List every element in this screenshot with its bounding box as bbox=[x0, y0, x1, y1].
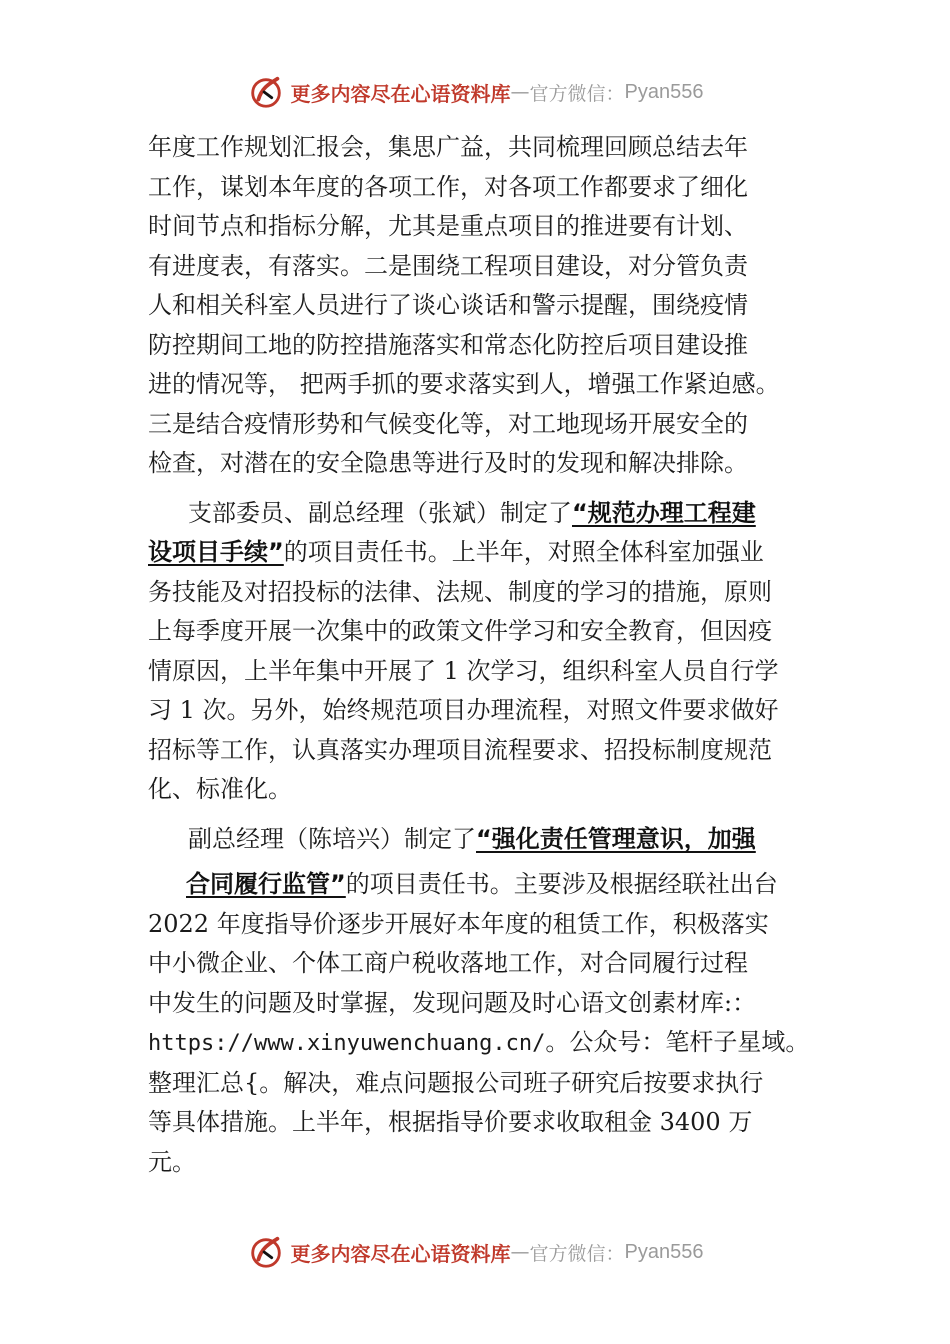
text-line: 化、标准化。 bbox=[148, 775, 292, 803]
paragraph-2 bbox=[148, 494, 828, 810]
text-line: 元。 bbox=[148, 1147, 196, 1176]
document-body bbox=[148, 128, 828, 1182]
page-footer bbox=[0, 1232, 950, 1272]
text-line: 年度工作规划汇报会，集思广益，共同梳理回顾总结去年 bbox=[148, 133, 748, 161]
text-line: 时间节点和指标分解，尤其是重点项目的推进要有计划、 bbox=[148, 212, 748, 240]
highlight-title: “规范办理工程建 bbox=[572, 498, 756, 527]
logo-icon bbox=[247, 73, 285, 111]
footer-dash: — bbox=[510, 1241, 530, 1263]
text-line: 进的情况等， 把两手抓的要求落实到人，增强工作紧迫感。 bbox=[148, 370, 780, 398]
text-span: 副总经理（陈培兴）制定了 bbox=[188, 824, 476, 853]
text-line: 招标等工作，认真落实办理项目流程要求、招投标制度规范 bbox=[148, 735, 772, 764]
text-line: 防控期间工地的防控措施落实和常态化防控后项目建设推 bbox=[148, 330, 748, 359]
text-span: 。公众号：笔杆子星域。 bbox=[545, 1028, 810, 1056]
text-span: 支部委员、副总经理（张斌）制定了 bbox=[188, 498, 572, 527]
footer-title: 更多内容尽在心语资料库 bbox=[290, 1241, 511, 1266]
text-line bbox=[148, 533, 828, 573]
text-line: 等具体措施。上半年，根据指导价要求收取租金 3400 万 bbox=[148, 1108, 753, 1136]
text-line: 务技能及对招投标的法律、法规、制度的学习的措施，原则 bbox=[148, 577, 772, 606]
text-line bbox=[148, 865, 828, 905]
text-line: 习 1 次。另外，始终规范项目办理流程，对照文件要求做好 bbox=[148, 696, 779, 724]
paragraph-1 bbox=[148, 128, 828, 484]
header-wechat-label: 官方微信： bbox=[529, 82, 625, 105]
footer-wechat-id: Pyan556 bbox=[624, 1240, 704, 1263]
header-dash: — bbox=[510, 81, 530, 103]
text-line bbox=[148, 820, 828, 860]
highlight-title: 合同履行监管” bbox=[186, 870, 346, 898]
text-line: 情原因，上半年集中开展了 1 次学习，组织科室人员自行学 bbox=[148, 656, 779, 685]
text-line bbox=[148, 494, 828, 534]
text-line: 工作，谋划本年度的各项工作，对各项工作都要求了细化 bbox=[148, 172, 748, 201]
text-line: 三是结合疫情形势和气候变化等，对工地现场开展安全的 bbox=[148, 409, 748, 438]
page-header bbox=[0, 72, 950, 112]
website-url[interactable]: https://www.xinyuwenchuang.cn/ bbox=[148, 1031, 546, 1056]
highlight-title: 设项目手续” bbox=[148, 538, 284, 566]
text-line: 整理汇总{。解决，难点问题报公司班子研究后按要求执行 bbox=[148, 1068, 764, 1097]
text-span: 的项目责任书。主要涉及根据经联社出台 bbox=[345, 870, 778, 898]
text-line: 人和相关科室人员进行了谈心谈话和警示提醒，围绕疫情 bbox=[148, 291, 748, 319]
header-wechat-id: Pyan556 bbox=[624, 80, 704, 103]
text-line: 上每季度开展一次集中的政策文件学习和安全教育，但因疫 bbox=[148, 617, 772, 645]
text-line: 中发生的问题及时掌握，发现问题及时心语文创素材库:： bbox=[148, 988, 757, 1017]
logo-icon bbox=[247, 1233, 285, 1271]
highlight-title: “强化责任管理意识，加强 bbox=[476, 824, 756, 853]
text-line: 有进度表，有落实。二是围绕工程项目建设，对分管负责 bbox=[148, 251, 748, 280]
text-line bbox=[148, 1023, 828, 1064]
footer-wechat-label: 官方微信： bbox=[529, 1242, 625, 1265]
paragraph-3 bbox=[148, 820, 828, 1183]
text-line: 中小微企业、个体工商户税收落地工作，对合同履行过程 bbox=[148, 949, 748, 977]
text-line: 2022 年度指导价逐步开展好本年度的租赁工作，积极落实 bbox=[148, 909, 769, 938]
text-span: 的项目责任书。上半年，对照全体科室加强业 bbox=[283, 538, 764, 566]
text-line: 检查，对潜在的安全隐患等进行及时的发现和解决排除。 bbox=[148, 449, 748, 477]
header-title: 更多内容尽在心语资料库 bbox=[290, 81, 511, 106]
